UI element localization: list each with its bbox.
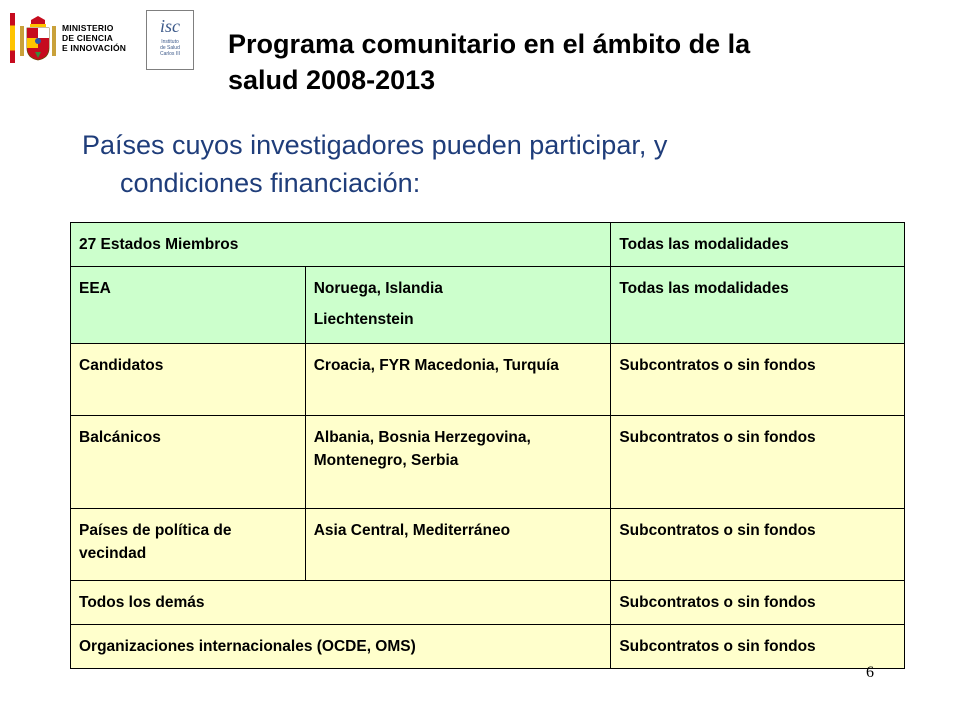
table-row [71, 509, 905, 581]
table-cell-group: 27 Estados Miembros [71, 223, 611, 267]
table-row [71, 344, 905, 416]
page-number: 6 [866, 664, 874, 681]
subtitle [82, 126, 912, 202]
table-row [71, 416, 905, 509]
country-line: Noruega, Islandia [313, 280, 443, 297]
table-cell-group: Balcánicos [71, 416, 306, 509]
isc-logo [146, 10, 194, 70]
table-cell-countries: Albania, Bosnia Herzegovina, Montenegro, Serbia [305, 416, 611, 509]
ministerio-line: E INNOVACIÓN [62, 43, 127, 53]
isc-mark-text: isc [160, 16, 180, 36]
table-row [71, 267, 905, 344]
table-cell-conditions: Subcontratos o sin fondos [611, 416, 905, 509]
isc-caption-line: Carlos III [159, 51, 180, 57]
table-cell-group: Candidatos [71, 344, 306, 416]
table-cell-conditions: Todas las modalidades [611, 223, 905, 267]
table-cell-countries: Asia Central, Mediterráneo [305, 509, 611, 581]
isc-caption [160, 39, 180, 57]
coat-of-arms-icon [18, 12, 58, 64]
table-row [71, 581, 905, 625]
table-cell-group: EEA [71, 267, 306, 344]
table-cell-conditions: Subcontratos o sin fondos [611, 509, 905, 581]
table-cell-countries: Croacia, FYR Macedonia, Turquía [305, 344, 611, 416]
ministerio-line: MINISTERIO [62, 23, 114, 33]
isc-caption-line: de Salud [160, 45, 180, 51]
table-cell-conditions: Todas las modalidades [611, 267, 905, 344]
title-line-1: Programa comunitario en el ámbito de la [228, 29, 751, 59]
table-cell-group: Todos los demás [71, 581, 611, 625]
table-cell-conditions: Subcontratos o sin fondos [611, 344, 905, 416]
table-cell-conditions: Subcontratos o sin fondos [611, 625, 905, 669]
ministerio-logo [10, 10, 145, 66]
table-cell-conditions: Subcontratos o sin fondos [611, 581, 905, 625]
isc-mark-icon [153, 15, 187, 37]
subtitle-line-2: condiciones financiación: [120, 168, 421, 198]
country-line: Liechtenstein [313, 311, 414, 328]
title-line-2: salud 2008-2013 [228, 65, 436, 95]
table-cell-group: Organizaciones internacionales (OCDE, OMS) [71, 625, 611, 669]
ministerio-line: DE CIENCIA [62, 33, 114, 43]
ministerio-name [62, 23, 126, 53]
countries-table [70, 222, 905, 669]
table-cell-countries [305, 267, 611, 344]
isc-caption-line: Instituto [161, 39, 179, 45]
table-cell-group: Países de política de vecindad [71, 509, 306, 581]
page-title [228, 26, 928, 98]
table-row [71, 625, 905, 669]
table-row [71, 223, 905, 267]
subtitle-line-1: Países cuyos investigadores pueden participar, y [82, 130, 668, 160]
spain-flag-bar [10, 13, 15, 63]
